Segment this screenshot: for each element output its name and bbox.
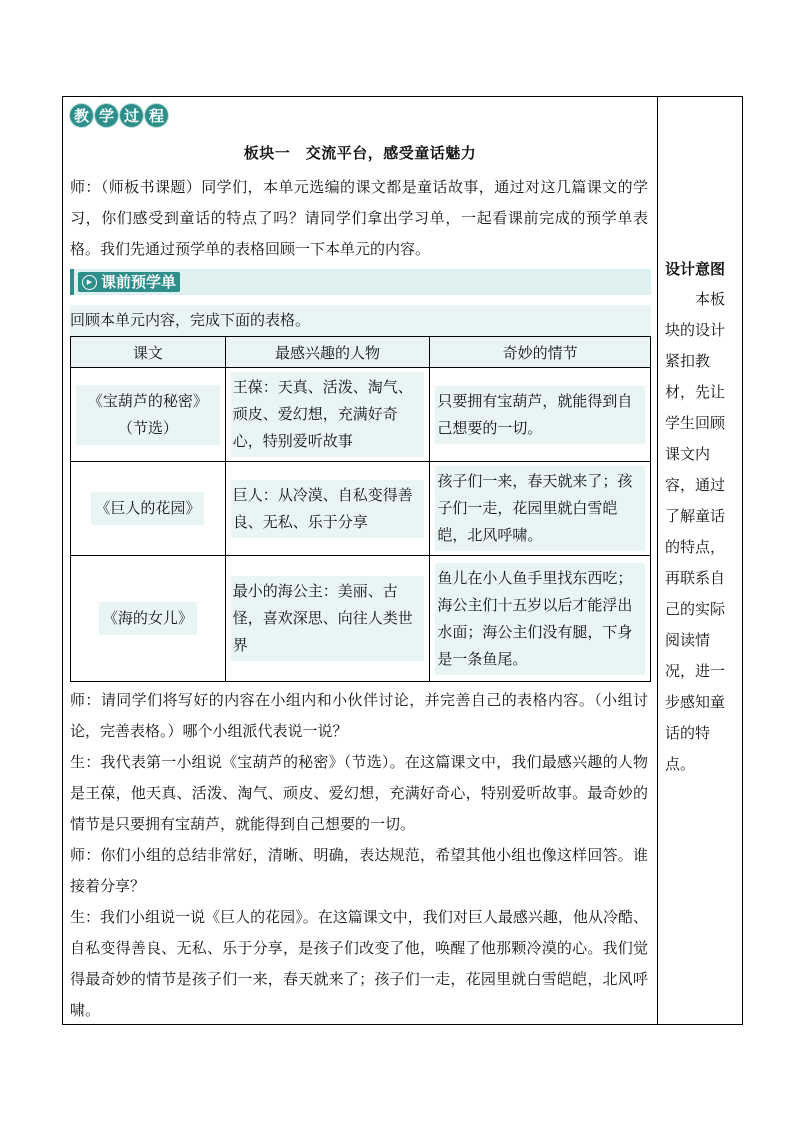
pre-study-label	[78, 272, 180, 292]
plot-cell: 只要拥有宝葫芦，就能得到自己想要的一切。	[430, 368, 651, 462]
table-header-row	[71, 337, 651, 368]
dialogue-paragraph: 生：我们小组说一说《巨人的花园》。在这篇课文中，我们对巨人最感兴趣，他从冷酷、自私变得善良、无私、乐于分享，是孩子们改变了他，唤醒了他那颗冷漠的心。我们觉得最奇妙的情节是孩子们一来，春天就来了；孩子们一走，花园里就白雪皑皑，北风呼啸。	[70, 908, 648, 1019]
character-cell: 巨人：从冷漠、自私变得善良、无私、乐于分享	[225, 462, 430, 556]
plot-cell: 鱼儿在小人鱼手里找东西吃；海公主们十五岁以后才能浮出水面；海公主们没有腿，下身是一条鱼尾。	[430, 556, 651, 682]
table-row	[71, 556, 651, 682]
table-row	[71, 368, 651, 462]
dialogue-paragraph: 师：你们小组的总结非常好，清晰、明确，表达规范，希望其他小组也像这样回答。谁接着分享？	[70, 846, 648, 895]
text-title-cell: 《海的女儿》	[71, 556, 226, 682]
column-divider	[657, 96, 658, 1025]
badge-char: 学	[95, 104, 118, 127]
column-header: 课文	[71, 337, 226, 368]
character-cell: 王葆：天真、活泼、淘气、顽皮、爱幻想，充满好奇心，特别爱听故事	[225, 368, 430, 462]
column-header: 奇妙的情节	[430, 337, 651, 368]
section-title: 板块一 交流平台，感受童话魅力	[243, 144, 477, 162]
design-intent-text: 本板块的设计紧扣教材，先让学生回顾课文内容，通过了解童话的特点，再联系自己的实际阅读情况，进一步感知童话的特点。	[665, 290, 726, 773]
pre-study-table	[70, 336, 651, 682]
character-cell: 最小的海公主：美丽、古怪，喜欢深思、向往人类世界	[225, 556, 430, 682]
text-title-cell: 《巨人的花园》	[71, 462, 226, 556]
text-title-cell: 《宝葫芦的秘密》（节选）	[71, 368, 226, 462]
banner-accent-bar	[70, 269, 74, 295]
teaching-process-badge	[70, 104, 168, 127]
intro-paragraph: 师：（师板书课题）同学们，本单元选编的课文都是童话故事，通过对这几篇课文的学习，你们感受到童话的特点了吗？请同学们拿出学习单，一起看课前完成的预学单表格。我们先通过预学单的表格回顾一下本单元的内容。	[70, 178, 648, 258]
banner-text: 课前预学单	[101, 273, 177, 291]
column-header: 最感兴趣的人物	[225, 337, 430, 368]
badge-char: 教	[70, 104, 93, 127]
dialogue-paragraph: 生：我代表第一小组说《宝葫芦的秘密》（节选）。在这篇课文中，我们最感兴趣的人物是王葆，他天真、活泼、淘气、顽皮、爱幻想，充满好奇心，特别爱听故事。最奇妙的情节是只要拥有宝葫芦，就能得到自己想要的一切。	[70, 753, 648, 833]
dialogue-paragraph: 师：请同学们将写好的内容在小组内和小伙伴讨论，并完善自己的表格内容。（小组讨论，完善表格。）哪个小组派代表说一说？	[70, 691, 648, 740]
design-intent-heading: 设计意图	[665, 260, 726, 278]
play-icon: ▶	[82, 275, 97, 290]
table-row	[71, 462, 651, 556]
badge-char: 过	[120, 104, 143, 127]
plot-cell: 孩子们一来，春天就来了；孩子们一走，花园里就白雪皑皑，北风呼啸。	[430, 462, 651, 556]
badge-char: 程	[145, 104, 168, 127]
instruction-text: 回顾本单元内容，完成下面的表格。	[70, 305, 651, 336]
